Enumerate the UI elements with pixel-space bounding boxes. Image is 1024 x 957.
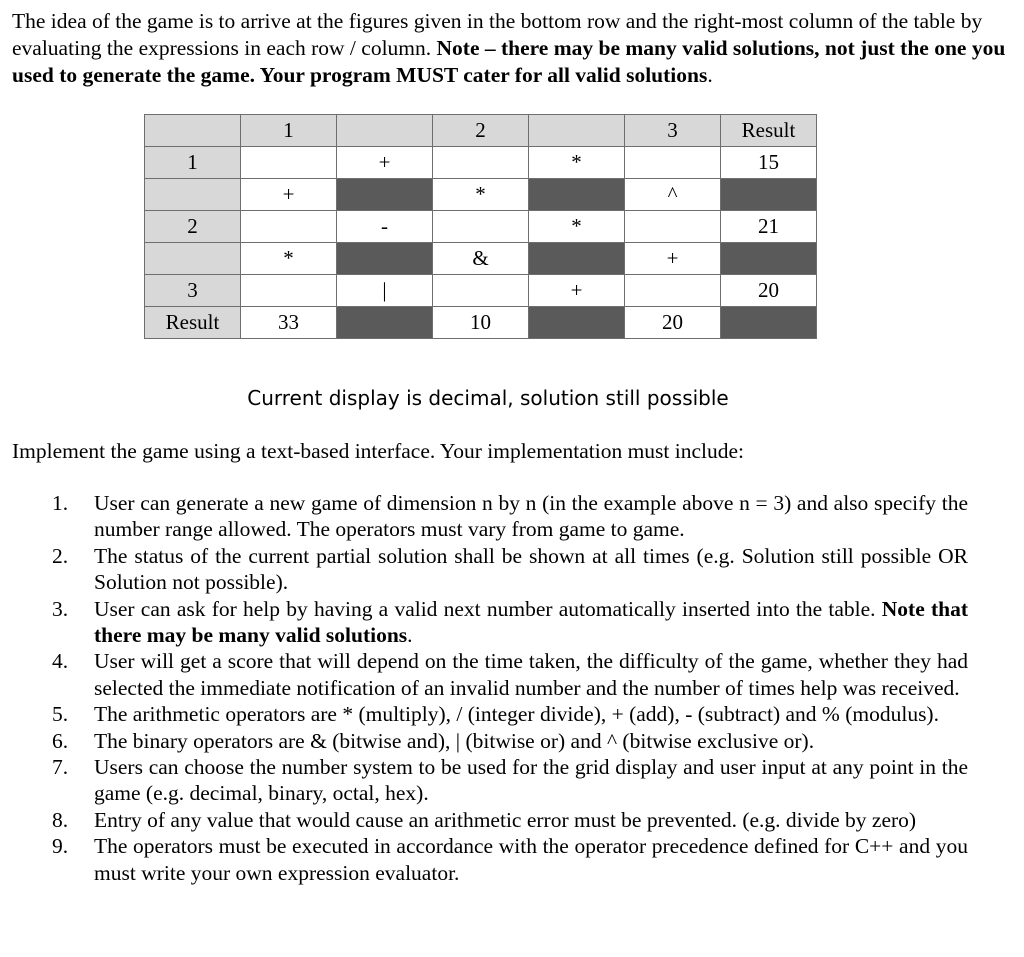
instructions-line: Implement the game using a text-based interface. Your implementation must include: xyxy=(12,439,745,463)
requirement-number: 6. xyxy=(52,728,69,753)
operator-cell: + xyxy=(625,243,721,275)
requirement-item xyxy=(48,543,968,596)
column-header-2: 2 xyxy=(433,115,529,147)
operator-cell: * xyxy=(433,179,529,211)
number-cell[interactable] xyxy=(625,211,721,243)
operator-cell: * xyxy=(529,147,625,179)
number-cell[interactable] xyxy=(241,211,337,243)
column-header-spacer xyxy=(337,115,433,147)
puzzle-grid xyxy=(144,114,817,339)
blocked-cell xyxy=(337,243,433,275)
grid-corner-cell xyxy=(145,115,241,147)
number-cell[interactable] xyxy=(433,147,529,179)
column-result-cell: 10 xyxy=(433,307,529,339)
requirement-text: Entry of any value that would cause an arithmetic error must be prevented. (e.g. divide by zero) xyxy=(94,807,917,832)
requirement-item xyxy=(48,596,968,649)
operator-cell: * xyxy=(241,243,337,275)
number-cell[interactable] xyxy=(433,211,529,243)
row-header-3: 3 xyxy=(145,275,241,307)
blocked-cell xyxy=(337,179,433,211)
operator-cell: + xyxy=(529,275,625,307)
row-result-cell: 15 xyxy=(721,147,817,179)
requirement-number: 2. xyxy=(52,543,69,568)
requirement-text: The binary operators are & (bitwise and), | (bitwise or) and ^ (bitwise exclusive or). xyxy=(94,728,815,753)
result-row-header: Result xyxy=(145,307,241,339)
requirement-number: 5. xyxy=(52,702,69,727)
requirement-number: 3. xyxy=(52,596,69,621)
requirement-item xyxy=(48,728,968,754)
requirement-number: 7. xyxy=(52,755,69,780)
blocked-cell xyxy=(337,307,433,339)
grid-operator-row-1 xyxy=(145,179,817,211)
requirement-text: The operators must be executed in accordance with the operator precedence defined for C++ and you must write your own expression evaluator. xyxy=(94,834,968,885)
row-result-cell: 20 xyxy=(721,275,817,307)
blocked-cell xyxy=(721,179,817,211)
row-header-1: 1 xyxy=(145,147,241,179)
requirement-text: User will get a score that will depend on the time taken, the difficulty of the game, whether they had selected the immediate notification of an invalid number and the number of times help was received. xyxy=(94,649,968,700)
blocked-cell xyxy=(529,307,625,339)
requirement-text: The arithmetic operators are * (multiply), / (integer divide), + (add), - (subtract) and % (modulus). xyxy=(94,702,939,727)
intro-end: . xyxy=(707,63,713,87)
requirement-number: 4. xyxy=(52,649,69,674)
intro-text: The idea of the game is to arrive at the figures given in the bottom row and the right-most column of the table by evaluating the expressions in each row / column. xyxy=(12,9,983,60)
blocked-cell xyxy=(721,307,817,339)
requirement-number: 8. xyxy=(52,807,69,832)
row-result-cell: 21 xyxy=(721,211,817,243)
operator-cell: | xyxy=(337,275,433,307)
requirement-item xyxy=(48,754,968,807)
blocked-cell xyxy=(529,243,625,275)
row-header-spacer xyxy=(145,243,241,275)
requirement-text: User can ask for help by having a valid next number automatically inserted into the table. xyxy=(94,596,882,621)
requirement-item xyxy=(48,490,968,543)
blocked-cell xyxy=(721,243,817,275)
column-header-spacer xyxy=(529,115,625,147)
requirement-number: 9. xyxy=(52,834,69,859)
number-cell[interactable] xyxy=(433,275,529,307)
blocked-cell xyxy=(529,179,625,211)
intro-paragraph xyxy=(12,8,1012,89)
number-cell[interactable] xyxy=(241,275,337,307)
column-result-cell: 33 xyxy=(241,307,337,339)
grid-row-2 xyxy=(145,211,817,243)
requirement-item xyxy=(48,807,968,833)
grid-row-3 xyxy=(145,275,817,307)
operator-cell: * xyxy=(529,211,625,243)
operator-cell: ^ xyxy=(625,179,721,211)
number-cell[interactable] xyxy=(241,147,337,179)
column-result-cell: 20 xyxy=(625,307,721,339)
row-header-spacer xyxy=(145,179,241,211)
operator-cell: - xyxy=(337,211,433,243)
operator-cell: + xyxy=(241,179,337,211)
operator-cell: & xyxy=(433,243,529,275)
number-cell[interactable] xyxy=(625,275,721,307)
result-column-header: Result xyxy=(721,115,817,147)
intro-note: Note – there may be many valid solutions, not just the one you used to generate the game. Your program MUST cater for all valid solutions xyxy=(12,36,1006,87)
requirement-end: . xyxy=(407,623,413,648)
requirement-item xyxy=(48,833,968,886)
grid-result-row xyxy=(145,307,817,339)
status-line: Current display is decimal, solution still possible xyxy=(247,386,729,410)
requirement-text: The status of the current partial solution shall be shown at all times (e.g. Solution still possible OR Solution not possible). xyxy=(94,543,968,595)
row-header-2: 2 xyxy=(145,211,241,243)
requirement-item xyxy=(48,648,968,701)
requirements-list xyxy=(48,490,968,886)
grid-row-1 xyxy=(145,147,817,179)
column-header-3: 3 xyxy=(625,115,721,147)
operator-cell: + xyxy=(337,147,433,179)
requirement-number: 1. xyxy=(52,491,69,515)
grid-header-row xyxy=(145,115,817,147)
grid-operator-row-2 xyxy=(145,243,817,275)
number-cell[interactable] xyxy=(625,147,721,179)
requirement-note: Note that there may be many valid solutions xyxy=(94,596,969,648)
requirement-item xyxy=(48,701,968,727)
requirement-text: User can generate a new game of dimension n by n (in the example above n = 3) and also specify the number range allowed. The operators must vary from game to game. xyxy=(94,491,968,542)
column-header-1: 1 xyxy=(241,115,337,147)
requirement-text: Users can choose the number system to be used for the grid display and user input at any point in the game (e.g. decimal, binary, octal, hex). xyxy=(94,755,968,806)
